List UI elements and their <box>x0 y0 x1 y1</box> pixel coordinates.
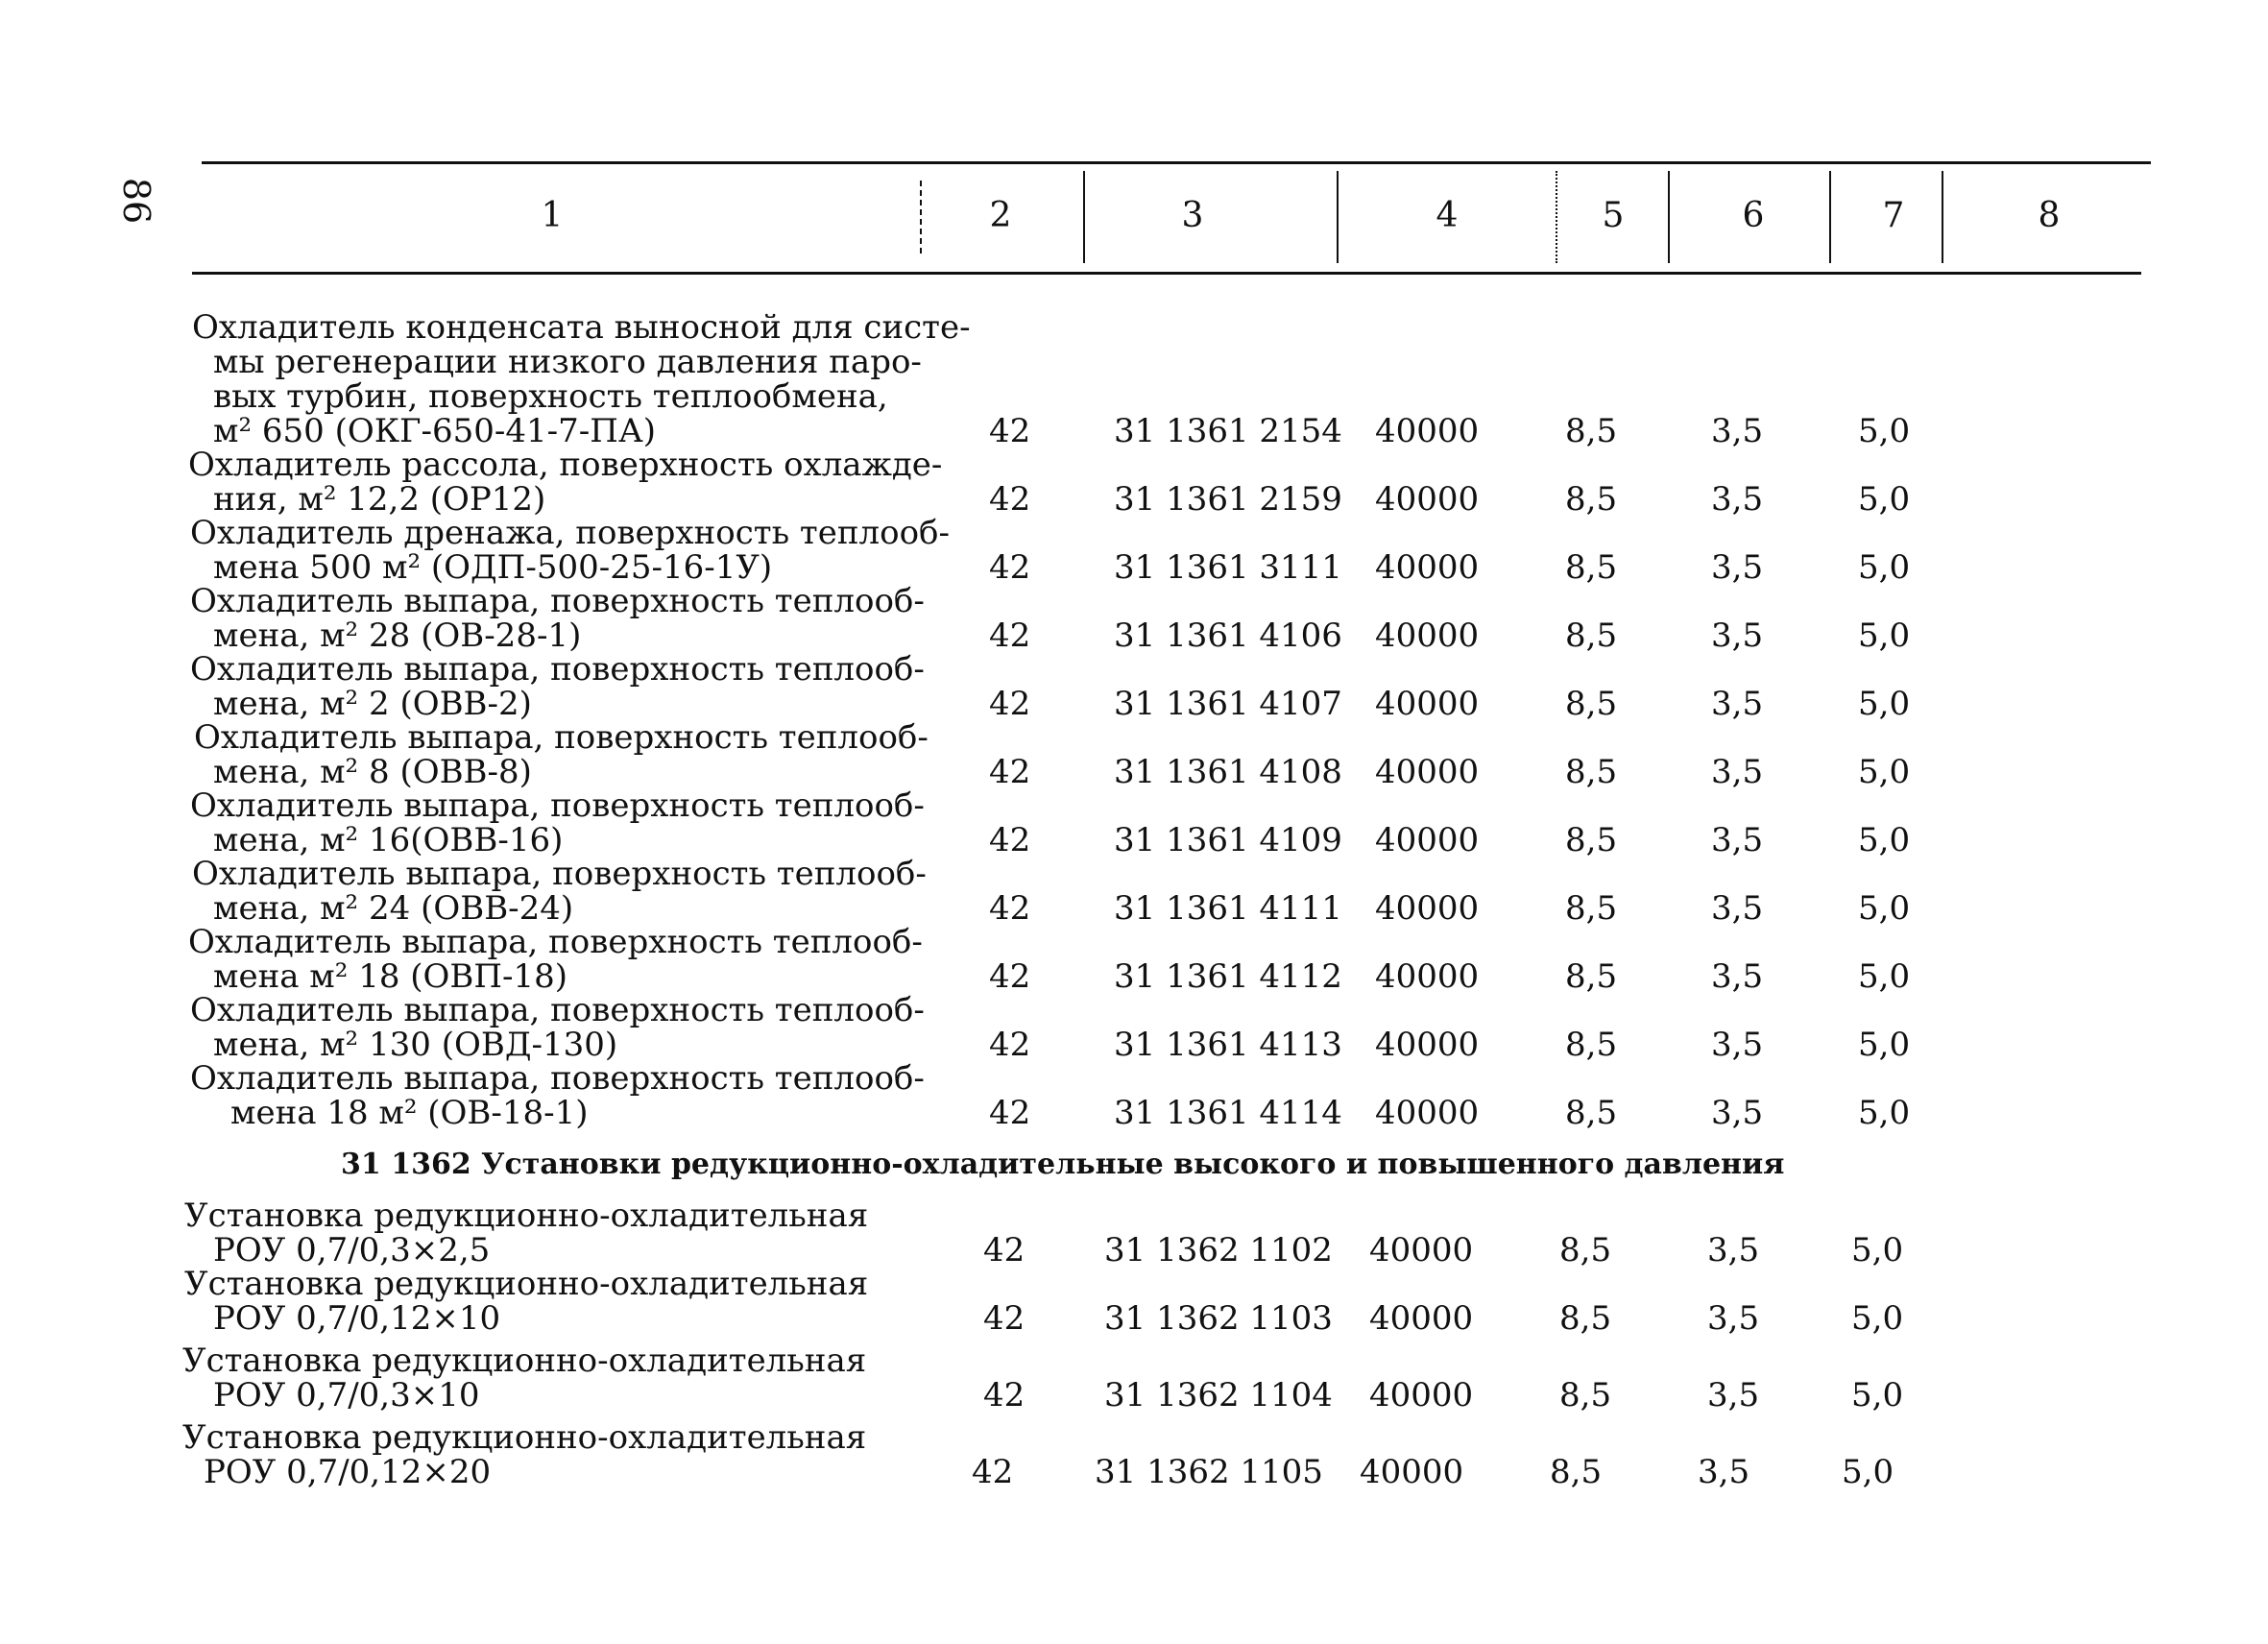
cell-col-6: 3,5 <box>1711 1094 1764 1132</box>
cell-col-2: 42 <box>989 685 1031 723</box>
row-description-line: Охладитель выпара, поверхность теплооб- <box>190 650 925 689</box>
cell-col-3: 31 1362 1102 <box>1104 1231 1333 1269</box>
column-divider <box>1083 171 1085 263</box>
row-description-line: РОУ 0,7/0,3×2,5 <box>213 1231 491 1269</box>
row-description-line: мена 18 м² (ОВ-18-1) <box>230 1094 589 1132</box>
cell-col-2: 42 <box>989 1026 1031 1064</box>
cell-col-6: 3,5 <box>1711 889 1764 928</box>
row-description-line: мы регенерации низкого давления паро- <box>213 343 922 381</box>
row-description-line: РОУ 0,7/0,12×10 <box>213 1299 501 1338</box>
cell-col-4: 40000 <box>1375 1094 1480 1132</box>
row-description-line: мена, м² 16(ОВВ-16) <box>213 821 564 859</box>
header-col-2: 2 <box>989 196 1012 235</box>
row-description-line: Установка редукционно-охладительная <box>184 1265 869 1303</box>
row-description-line: вых турбин, поверхность теплообмена, <box>213 377 888 416</box>
cell-col-5: 8,5 <box>1565 753 1618 791</box>
cell-col-5: 8,5 <box>1559 1376 1612 1414</box>
cell-col-2: 42 <box>989 412 1031 450</box>
cell-col-5: 8,5 <box>1559 1299 1612 1338</box>
cell-col-3: 31 1361 4106 <box>1114 616 1342 655</box>
cell-col-5: 8,5 <box>1565 1094 1618 1132</box>
row-description-line: Установка редукционно-охладительная <box>184 1197 869 1235</box>
row-description-line: РОУ 0,7/0,12×20 <box>204 1453 492 1491</box>
cell-col-2: 42 <box>989 821 1031 859</box>
cell-col-4: 40000 <box>1375 753 1480 791</box>
cell-col-4: 40000 <box>1375 957 1480 996</box>
cell-col-7: 5,0 <box>1851 1231 1904 1269</box>
cell-col-2: 42 <box>989 548 1031 587</box>
cell-col-7: 5,0 <box>1842 1453 1894 1491</box>
cell-col-3: 31 1361 4111 <box>1114 889 1342 928</box>
cell-col-7: 5,0 <box>1858 957 1911 996</box>
cell-col-3: 31 1362 1105 <box>1095 1453 1323 1491</box>
row-description-line: Установка редукционно-охладительная <box>182 1342 867 1380</box>
page-number: 86 <box>115 177 158 225</box>
cell-col-7: 5,0 <box>1858 1026 1911 1064</box>
cell-col-5: 8,5 <box>1565 1026 1618 1064</box>
cell-col-7: 5,0 <box>1858 616 1911 655</box>
cell-col-5: 8,5 <box>1565 957 1618 996</box>
cell-col-3: 31 1361 2159 <box>1114 480 1342 519</box>
cell-col-5: 8,5 <box>1565 821 1618 859</box>
cell-col-2: 42 <box>983 1231 1025 1269</box>
cell-col-5: 8,5 <box>1565 685 1618 723</box>
cell-col-2: 42 <box>972 1453 1014 1491</box>
cell-col-4: 40000 <box>1369 1231 1474 1269</box>
cell-col-6: 3,5 <box>1711 480 1764 519</box>
cell-col-2: 42 <box>989 753 1031 791</box>
header-col-1: 1 <box>541 196 564 235</box>
header-col-7: 7 <box>1882 196 1905 235</box>
cell-col-4: 40000 <box>1375 480 1480 519</box>
row-description-line: Охладитель конденсата выносной для систе- <box>192 308 971 347</box>
row-description-line: ния, м² 12,2 (ОР12) <box>213 480 546 519</box>
cell-col-4: 40000 <box>1375 548 1480 587</box>
cell-col-5: 8,5 <box>1550 1453 1603 1491</box>
cell-col-4: 40000 <box>1375 889 1480 928</box>
section-heading: 31 1362 Установки редукционно-охладительные высокого и повышенного давления <box>341 1148 1785 1181</box>
row-description-line: Охладитель дренажа, поверхность теплооб- <box>190 514 950 552</box>
row-description-line: мена, м² 24 (ОВВ-24) <box>213 889 574 928</box>
cell-col-2: 42 <box>989 616 1031 655</box>
cell-col-4: 40000 <box>1369 1376 1474 1414</box>
cell-col-4: 40000 <box>1375 821 1480 859</box>
cell-col-2: 42 <box>989 1094 1031 1132</box>
cell-col-4: 40000 <box>1375 1026 1480 1064</box>
cell-col-6: 3,5 <box>1711 753 1764 791</box>
row-description-line: Охладитель выпара, поверхность теплооб- <box>190 991 925 1029</box>
cell-col-2: 42 <box>989 889 1031 928</box>
cell-col-3: 31 1361 4109 <box>1114 821 1342 859</box>
cell-col-6: 3,5 <box>1711 1026 1764 1064</box>
row-description-line: мена, м² 28 (ОВ-28-1) <box>213 616 582 655</box>
cell-col-4: 40000 <box>1375 412 1480 450</box>
cell-col-7: 5,0 <box>1858 753 1911 791</box>
table-header-bottom-rule <box>192 272 2141 275</box>
cell-col-5: 8,5 <box>1565 616 1618 655</box>
cell-col-3: 31 1362 1103 <box>1104 1299 1333 1338</box>
cell-col-3: 31 1361 2154 <box>1114 412 1342 450</box>
cell-col-7: 5,0 <box>1858 889 1911 928</box>
cell-col-7: 5,0 <box>1851 1299 1904 1338</box>
cell-col-6: 3,5 <box>1711 821 1764 859</box>
cell-col-3: 31 1361 3111 <box>1114 548 1342 587</box>
row-description-line: мена, м² 2 (ОВВ-2) <box>213 685 532 723</box>
cell-col-2: 42 <box>983 1299 1025 1338</box>
header-col-8: 8 <box>2038 196 2061 235</box>
cell-col-5: 8,5 <box>1565 412 1618 450</box>
cell-col-4: 40000 <box>1369 1299 1474 1338</box>
cell-col-7: 5,0 <box>1858 412 1911 450</box>
row-description-line: Охладитель выпара, поверхность теплооб- <box>190 786 925 825</box>
row-description-line: мена 500 м² (ОДП-500-25-16-1У) <box>213 548 773 587</box>
column-divider <box>1829 171 1831 263</box>
row-description-line: РОУ 0,7/0,3×10 <box>213 1376 480 1414</box>
row-description-line: Охладитель выпара, поверхность теплооб- <box>188 923 923 961</box>
cell-col-6: 3,5 <box>1711 957 1764 996</box>
cell-col-3: 31 1361 4114 <box>1114 1094 1342 1132</box>
cell-col-7: 5,0 <box>1858 480 1911 519</box>
header-col-5: 5 <box>1602 196 1625 235</box>
column-divider <box>1556 171 1558 263</box>
cell-col-7: 5,0 <box>1858 1094 1911 1132</box>
cell-col-3: 31 1361 4108 <box>1114 753 1342 791</box>
cell-col-5: 8,5 <box>1565 480 1618 519</box>
cell-col-5: 8,5 <box>1565 548 1618 587</box>
cell-col-2: 42 <box>989 480 1031 519</box>
cell-col-3: 31 1361 4113 <box>1114 1026 1342 1064</box>
column-divider <box>1337 171 1339 263</box>
cell-col-7: 5,0 <box>1858 548 1911 587</box>
column-divider <box>1942 171 1943 263</box>
cell-col-6: 3,5 <box>1698 1453 1750 1491</box>
cell-col-6: 3,5 <box>1707 1376 1760 1414</box>
row-description-line: Охладитель выпара, поверхность теплооб- <box>190 582 925 620</box>
cell-col-3: 31 1361 4112 <box>1114 957 1342 996</box>
cell-col-3: 31 1362 1104 <box>1104 1376 1333 1414</box>
row-description-line: Охладитель выпара, поверхность теплооб- <box>192 855 927 893</box>
cell-col-4: 40000 <box>1375 616 1480 655</box>
cell-col-4: 40000 <box>1375 685 1480 723</box>
column-divider <box>1668 171 1670 263</box>
header-col-3: 3 <box>1181 196 1204 235</box>
cell-col-3: 31 1361 4107 <box>1114 685 1342 723</box>
cell-col-4: 40000 <box>1360 1453 1464 1491</box>
cell-col-5: 8,5 <box>1559 1231 1612 1269</box>
cell-col-7: 5,0 <box>1851 1376 1904 1414</box>
cell-col-6: 3,5 <box>1707 1231 1760 1269</box>
cell-col-7: 5,0 <box>1858 821 1911 859</box>
header-col-6: 6 <box>1742 196 1765 235</box>
row-description-line: Охладитель рассола, поверхность охлажде- <box>188 446 943 484</box>
cell-col-2: 42 <box>983 1376 1025 1414</box>
row-description-line: м² 650 (ОКГ-650-41-7-ПА) <box>213 412 656 450</box>
row-description-line: Охладитель выпара, поверхность теплооб- <box>194 718 929 757</box>
row-description-line: Охладитель выпара, поверхность теплооб- <box>190 1059 925 1098</box>
cell-col-6: 3,5 <box>1711 685 1764 723</box>
cell-col-2: 42 <box>989 957 1031 996</box>
header-col-4: 4 <box>1436 196 1459 235</box>
column-divider <box>920 181 923 254</box>
row-description-line: мена, м² 130 (ОВД-130) <box>213 1026 618 1064</box>
cell-col-6: 3,5 <box>1711 412 1764 450</box>
row-description-line: мена м² 18 (ОВП-18) <box>213 957 568 996</box>
cell-col-6: 3,5 <box>1711 548 1764 587</box>
table-top-rule <box>202 161 2151 164</box>
row-description-line: мена, м² 8 (ОВВ-8) <box>213 753 532 791</box>
cell-col-7: 5,0 <box>1858 685 1911 723</box>
cell-col-5: 8,5 <box>1565 889 1618 928</box>
row-description-line: Установка редукционно-охладительная <box>182 1418 867 1457</box>
cell-col-6: 3,5 <box>1711 616 1764 655</box>
cell-col-6: 3,5 <box>1707 1299 1760 1338</box>
